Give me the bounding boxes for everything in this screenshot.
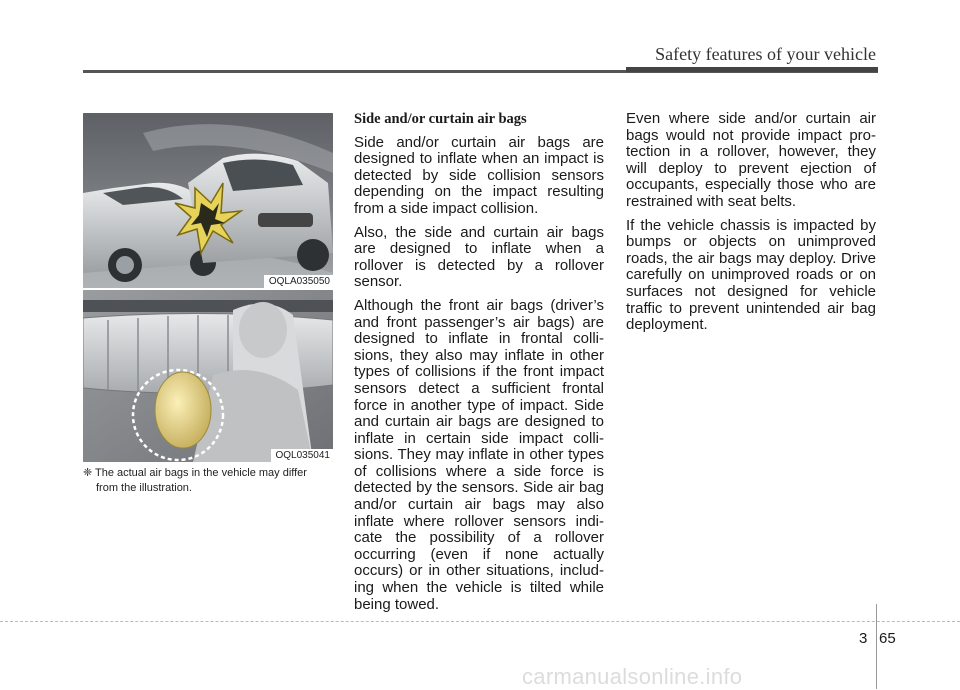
figure-code: OQLA035050: [264, 275, 333, 288]
side-collision-illustration-icon: [83, 113, 333, 288]
curtain-airbag-illustration-icon: [83, 290, 333, 462]
page-divider: [876, 604, 877, 689]
figure-note: [83, 466, 335, 496]
note-line-2: from the illustration.: [96, 482, 192, 494]
section-heading: Side and/or curtain air bags: [354, 111, 527, 127]
paragraph: If the vehicle chassis is impacted by bumps or objects on unimproved roads, the air bags may deploy. Drive carefully on unimproved roads or on surfaces not designed for vehicle traffic to prevent unintended air bag deployment.: [626, 216, 876, 334]
middle-column: [354, 111, 604, 620]
paragraph: Although the front air bags (driver’s and front passenger’s air bags) are designed to inflate in frontal colli-sions, they also may inflate in other types of collisions if the front impact sensors detect a sufficient frontal force in another type of impact. Side and curtain air bags are designed to inflate in certain side impact colli-sions. They may inflate in other types of collisions where a side force is detected by the sensors. Side air bag and/or curtain air bags may also inflate where rollover sensors indi-cate the possibility of a rollover occurring (even if none actually occurs) or in other situations, includ-ing when the vehicle is tilted while being towed.: [354, 296, 604, 613]
figure-code: OQL035041: [271, 449, 334, 462]
figure-curtain-airbag: [83, 290, 333, 462]
paragraph: Also, the side and curtain air bags are designed to inflate when a rollover is detected by a rollover sensor.: [354, 223, 604, 291]
figure-side-collision: [83, 113, 333, 288]
page-section: 3: [859, 630, 868, 647]
note-mark-icon: ❈: [83, 467, 93, 479]
note-line-1: The actual air bags in the vehicle may differ: [95, 467, 307, 479]
paragraph: Side and/or curtain air bags are designed to inflate when an impact is detected by side collision sensors depending on the impact resulting from a side impact collision.: [354, 133, 604, 217]
paragraph: Even where side and/or curtain air bags would not provide impact pro-tection in a rollover, however, they will deploy to prevent ejection of occupants, especially those who are restrained with seat belts.: [626, 110, 876, 210]
section-title: Safety features of your vehicle: [655, 44, 876, 64]
footer-rule: [0, 621, 960, 622]
page-number: 65: [879, 630, 896, 647]
header-rule-accent: [626, 67, 878, 72]
watermark: carmanualsonline.info: [522, 664, 743, 689]
right-column: [626, 111, 876, 341]
